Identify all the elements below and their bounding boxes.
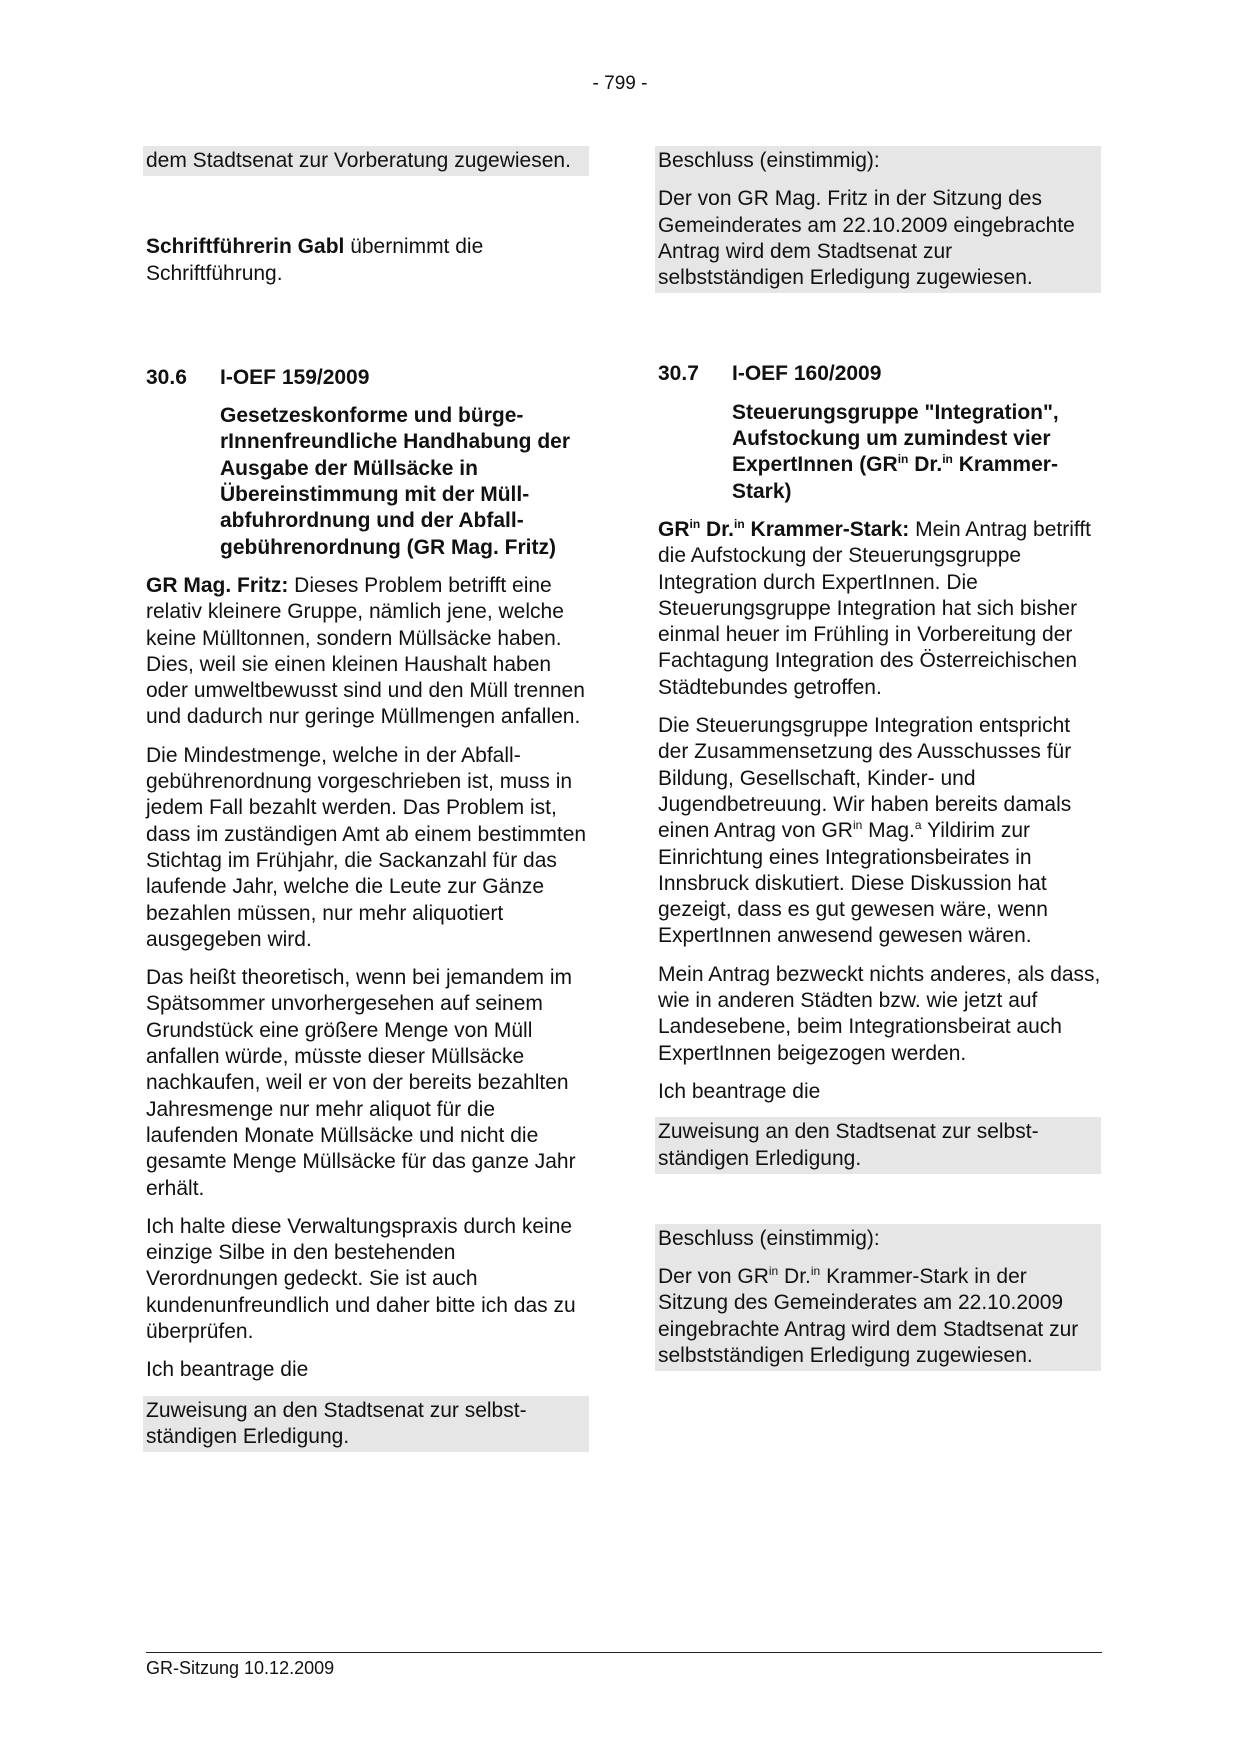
right-column	[658, 146, 1101, 1371]
decision-text: Der von GR Mag. Fritz in der Sitzung des Gemeinderates am 22.10.2009 eingebrachte Antrag wird dem Stadtsenat zur selbstständigen Erledigung zugewiesen.	[658, 187, 1075, 290]
item-title	[732, 400, 1101, 505]
text-sup: in	[852, 818, 863, 833]
footer-divider	[146, 1652, 1102, 1653]
request-box: Zuweisung an den Stadtsenat zur selbstständigen Erledigung.	[655, 1117, 1101, 1174]
item-title: Gesetzeskonforme und bürgerInnenfreundliche Handhabung der Ausgabe der Müllsäcke in Übereinstimmung mit der Müllabfuhrordnung und der Abfallgebührenordnung (GR Mag. Fritz)	[220, 404, 571, 559]
text-part: Yildirim zur Einrichtung eines Integrationsbeirates in Innsbruck diskutiert. Diese Diskussion hat gezeigt, dass es gut gewesen wäre, wenn ExpertInnen anwesend gewesen wären.	[658, 819, 1048, 948]
title-part: Dr.	[908, 453, 943, 477]
clerk-note-text: übernimmt die Schriftführung.	[146, 235, 484, 285]
speech-paragraph-2	[658, 713, 1101, 950]
decision-label: Beschluss (einstimmig):	[658, 1226, 880, 1250]
speech-paragraph-3: Mein Antrag bezweckt nichts anderes, als dass, wie in anderen Städten bzw. wie jetzt auf Landesebene, beim Integrationsbeirat auch ExpertInnen beigezogen werden.	[658, 962, 1101, 1065]
speech-paragraph-2: Die Mindestmenge, welche in der Abfallgebührenordnung vorgeschrieben ist, muss in jedem Fall bezahlt werden. Das Problem ist, dass im zuständigen Amt ab einem bestimmten Stichtag im Frühjahr, die Sackanzahl für das laufende Jahr, welche die Leute zur Gänze bezahlen müssen, nur mehr aliquotiert ausgegeben wird.	[146, 743, 587, 951]
clerk-name: Schriftführerin Gabl	[146, 235, 345, 259]
intro-box: dem Stadtsenat zur Vorberatung zugewiesen.	[143, 146, 589, 176]
speaker-sup: in	[734, 516, 745, 531]
request-box: Zuweisung an den Stadtsenat zur selbstständigen Erledigung.	[143, 1396, 589, 1453]
speech-paragraph-4: Ich halte diese Verwaltungspraxis durch keine einzige Silbe in den bestehenden Verordnungen gedeckt. Sie ist auch kundenunfreundlich und daher bitte ich das zu überprüfen.	[146, 1214, 576, 1343]
decision-text	[658, 1264, 1098, 1369]
text-part: Dr.	[778, 1265, 811, 1289]
item-code: I-OEF 159/2009	[220, 365, 370, 389]
decision-box	[655, 146, 1101, 293]
text-part: Die Steuerungsgruppe Integration entspricht der Zusammensetzung des Ausschusses für Bildung, Gesellschaft, Kinder- und Jugendbetreuung. Wir haben bereits damals einen Antrag von GR	[658, 714, 1072, 843]
speaker-sup: in	[689, 516, 701, 531]
page-number: - 799 -	[592, 73, 648, 94]
item-number: 30.7	[658, 362, 699, 386]
clerk-note	[146, 234, 589, 287]
item-30-6-heading	[146, 365, 589, 391]
text-part: Mag.	[862, 819, 915, 843]
title-sup: in	[897, 452, 909, 467]
decision-box-2	[655, 1224, 1101, 1371]
title-part: Krammer-Stark)	[732, 453, 1058, 503]
request-intro: Ich beantrage die	[658, 1079, 821, 1103]
speaker-name: GR Mag. Fritz:	[146, 573, 289, 597]
title-sup: in	[942, 452, 953, 467]
text-part: Der von GR	[658, 1265, 769, 1289]
speaker-part: Dr.	[700, 517, 735, 541]
decision-label: Beschluss (einstimmig):	[658, 149, 880, 172]
title-part: Steuerungsgruppe "Integration", Aufstockung um zumindest vier ExpertInnen (GR	[732, 400, 1059, 477]
speech-text: Mein Antrag betrifft die Aufstockung der Steuerungsgruppe Integration durch ExpertInnen. Die Steuerungsgruppe Integration hat sich bisher einmal heuer im Frühling in Vorbereitung der Fachtagung Integration des Österreichischen Städtebundes getroffen.	[658, 517, 1091, 699]
text-sup: in	[768, 1264, 779, 1279]
text-part: Krammer-Stark in der Sitzung des Gemeinderates am 22.10.2009 eingebrachte Antrag wird dem Stadtsenat zur selbstständigen Erledigung zugewiesen.	[658, 1265, 1079, 1367]
speech-text: Dieses Problem betrifft eine relativ kleinere Gruppe, nämlich jene, welche keine Mülltonnen, sondern Müllsäcke haben. Dies, weil sie einen kleinen Haushalt haben oder umweltbewusst sind und den Müll trennen und dadurch nur geringe Müllmengen anfallen.	[146, 573, 585, 729]
speech-paragraph-1	[658, 517, 1101, 701]
text-sup: in	[810, 1264, 821, 1279]
speaker-part: Krammer-Stark:	[744, 517, 910, 541]
left-column	[146, 146, 589, 1452]
footer-text: GR-Sitzung 10.12.2009	[146, 1658, 335, 1678]
item-code: I-OEF 160/2009	[732, 362, 882, 386]
request-intro: Ich beantrage die	[146, 1358, 309, 1382]
speaker-part: GR	[658, 517, 690, 541]
speech-paragraph-1	[146, 573, 589, 731]
speech-paragraph-3: Das heißt theoretisch, wenn bei jemandem im Spätsommer unvorhergesehen auf seinem Grundstück eine größere Menge von Müll anfallen würde, müsste dieser Müllsäcke nachkaufen, weil er von der bereits bezahlten Jahresmenge nur mehr aliquot für die laufenden Monate Müllsäcke und nicht die gesamte Menge Müllsäcke für das ganze Jahr erhält.	[146, 966, 576, 1200]
item-30-7-heading	[658, 361, 1101, 387]
speaker-name	[658, 518, 909, 541]
text-sup: a	[914, 818, 922, 833]
item-number: 30.6	[146, 365, 187, 389]
